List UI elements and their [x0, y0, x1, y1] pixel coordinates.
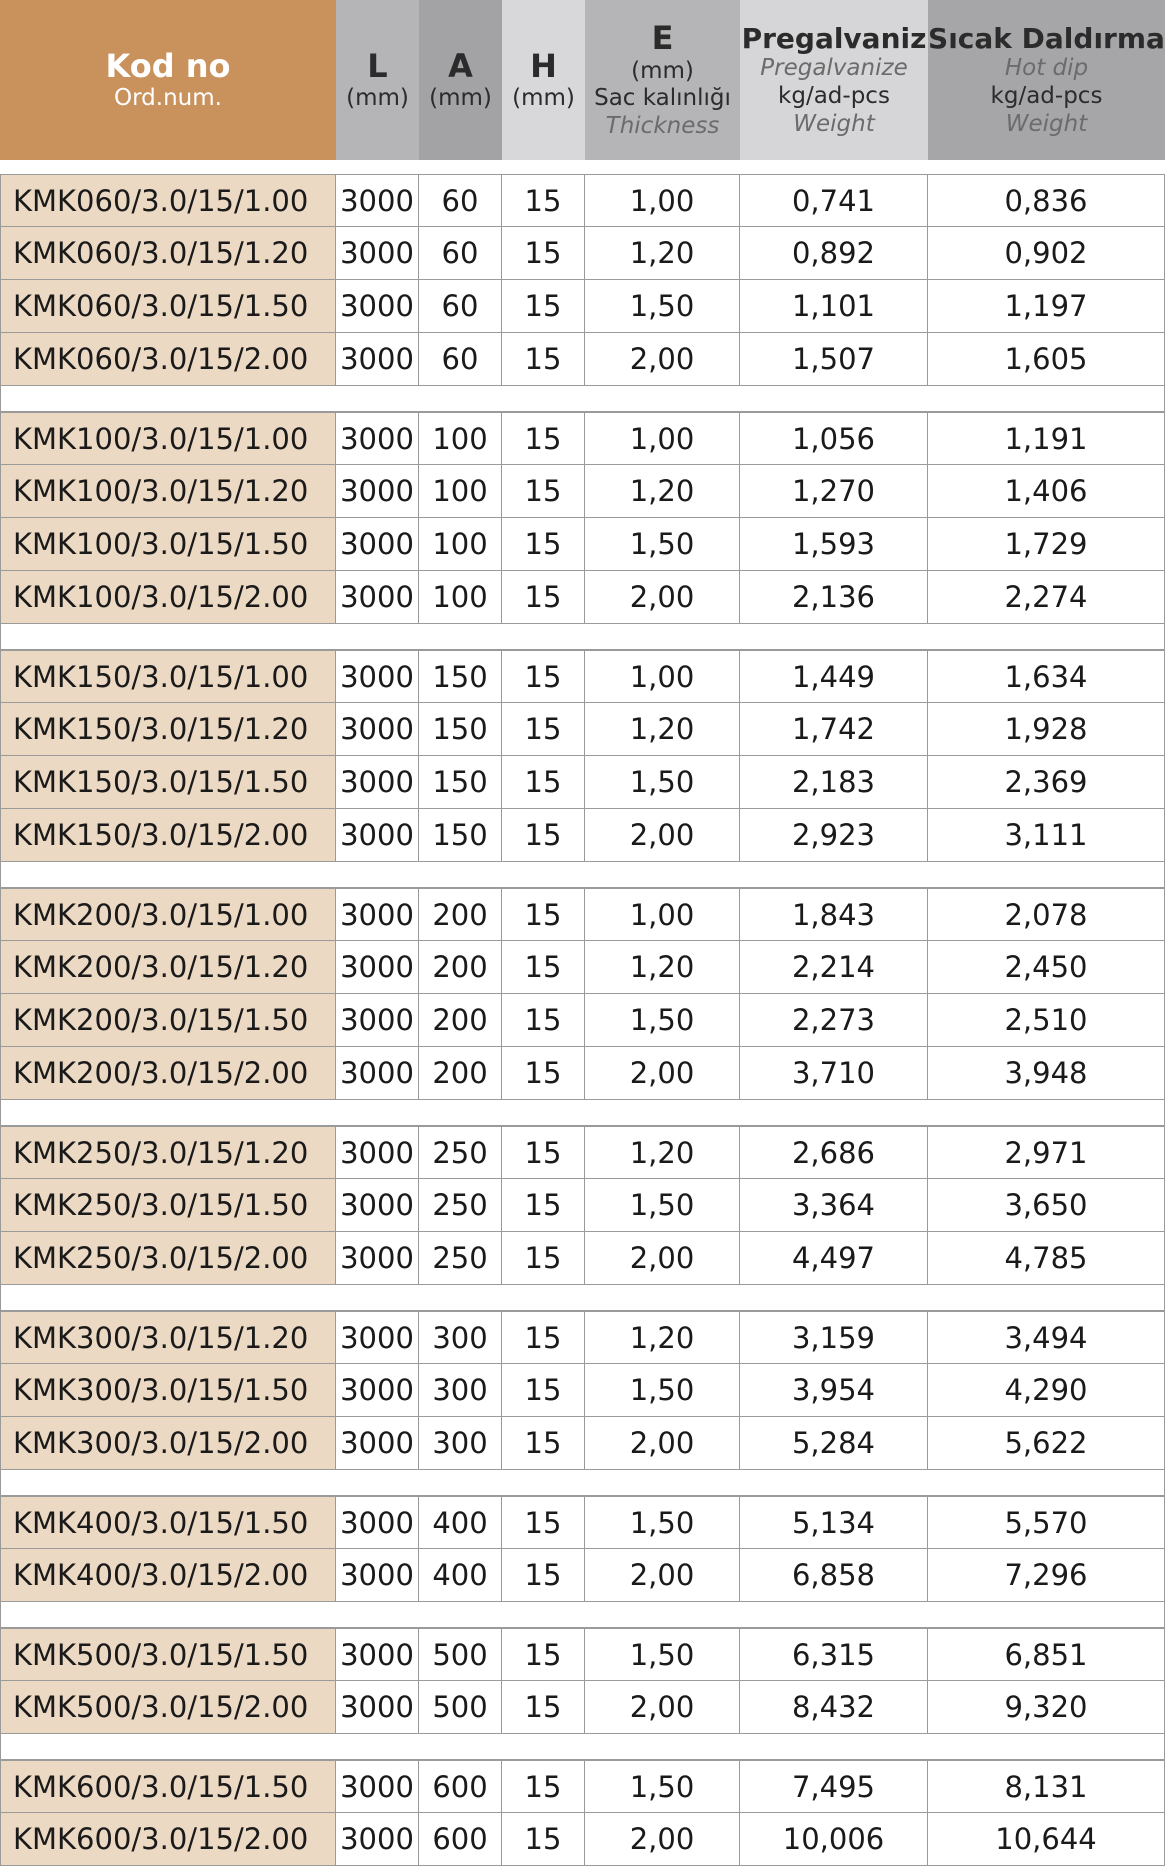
cell-length: 3000	[336, 1364, 419, 1417]
table-row	[0, 888, 1165, 941]
cell-height: 15	[502, 571, 585, 624]
cell-thickness: 2,00	[585, 809, 740, 862]
cell-code: KMK500/3.0/15/1.50	[0, 1628, 336, 1681]
cell-length: 3000	[336, 465, 419, 518]
cell-height: 15	[502, 1760, 585, 1813]
cell-width: 60	[419, 227, 502, 280]
cell-code: KMK600/3.0/15/2.00	[0, 1813, 336, 1866]
cell-length: 3000	[336, 1496, 419, 1549]
cell-hotdip-weight: 1,729	[928, 518, 1165, 571]
header-hotdip-title: Sıcak Daldırma	[928, 21, 1165, 55]
cell-width: 300	[419, 1364, 502, 1417]
cell-height: 15	[502, 174, 585, 227]
cell-length: 3000	[336, 412, 419, 465]
header-height-unit: (mm)	[512, 85, 575, 112]
table-row	[0, 465, 1165, 518]
cell-width: 300	[419, 1311, 502, 1364]
cell-width: 100	[419, 412, 502, 465]
cell-height: 15	[502, 650, 585, 703]
table-row	[0, 1179, 1165, 1232]
cell-pregalvaniz-weight: 1,843	[740, 888, 928, 941]
cell-hotdip-weight: 0,902	[928, 227, 1165, 280]
header-pregalvaniz-weight: Weight	[793, 110, 875, 137]
header-code-sub: Ord.num.	[114, 85, 222, 112]
cell-code: KMK150/3.0/15/1.00	[0, 650, 336, 703]
cell-code: KMK400/3.0/15/2.00	[0, 1549, 336, 1602]
cell-width: 300	[419, 1417, 502, 1470]
cell-pregalvaniz-weight: 2,214	[740, 941, 928, 994]
cell-thickness: 1,50	[585, 1496, 740, 1549]
cell-hotdip-weight: 2,274	[928, 571, 1165, 624]
group-gap	[0, 1285, 1165, 1311]
cell-pregalvaniz-weight: 10,006	[740, 1813, 928, 1866]
cell-hotdip-weight: 5,570	[928, 1496, 1165, 1549]
cell-width: 250	[419, 1232, 502, 1285]
cell-hotdip-weight: 1,406	[928, 465, 1165, 518]
header-pregalvaniz-title: Pregalvaniz	[741, 21, 927, 55]
header-thickness-title: E	[651, 19, 674, 58]
cell-hotdip-weight: 1,928	[928, 703, 1165, 756]
group-gap	[0, 386, 1165, 412]
cell-pregalvaniz-weight: 4,497	[740, 1232, 928, 1285]
header-width-unit: (mm)	[429, 85, 492, 112]
cell-width: 60	[419, 174, 502, 227]
cell-height: 15	[502, 1417, 585, 1470]
cell-thickness: 2,00	[585, 1047, 740, 1100]
cell-code: KMK300/3.0/15/1.50	[0, 1364, 336, 1417]
cell-hotdip-weight: 8,131	[928, 1760, 1165, 1813]
cell-height: 15	[502, 1126, 585, 1179]
cell-height: 15	[502, 703, 585, 756]
table-row	[0, 1047, 1165, 1100]
cell-height: 15	[502, 227, 585, 280]
cell-width: 600	[419, 1760, 502, 1813]
cell-thickness: 2,00	[585, 1813, 740, 1866]
header-length-unit: (mm)	[346, 85, 409, 112]
cell-height: 15	[502, 1496, 585, 1549]
header-hotdip-en: Hot dip	[1004, 55, 1089, 82]
table-row	[0, 1126, 1165, 1179]
cell-width: 200	[419, 941, 502, 994]
cell-pregalvaniz-weight: 6,315	[740, 1628, 928, 1681]
cell-code: KMK150/3.0/15/1.50	[0, 756, 336, 809]
cell-hotdip-weight: 2,510	[928, 994, 1165, 1047]
cell-length: 3000	[336, 1047, 419, 1100]
cell-code: KMK400/3.0/15/1.50	[0, 1496, 336, 1549]
header-width	[419, 0, 502, 160]
cell-height: 15	[502, 412, 585, 465]
cell-pregalvaniz-weight: 3,954	[740, 1364, 928, 1417]
table-row	[0, 1760, 1165, 1813]
cell-hotdip-weight: 2,450	[928, 941, 1165, 994]
table-row	[0, 703, 1165, 756]
cell-thickness: 2,00	[585, 1232, 740, 1285]
cell-code: KMK300/3.0/15/2.00	[0, 1417, 336, 1470]
cell-code: KMK100/3.0/15/1.00	[0, 412, 336, 465]
cell-length: 3000	[336, 1813, 419, 1866]
cell-height: 15	[502, 1364, 585, 1417]
cell-width: 500	[419, 1681, 502, 1734]
header-hotdip-unit: kg/ad-pcs	[990, 83, 1103, 109]
table-row	[0, 280, 1165, 333]
cell-pregalvaniz-weight: 3,159	[740, 1311, 928, 1364]
header-length	[336, 0, 419, 160]
cell-length: 3000	[336, 518, 419, 571]
table-row	[0, 1364, 1165, 1417]
group-gap	[0, 1734, 1165, 1760]
table-row	[0, 1628, 1165, 1681]
table-row	[0, 333, 1165, 386]
header-code	[0, 0, 336, 160]
header-thickness-unit: (mm)	[631, 57, 694, 84]
cell-code: KMK060/3.0/15/1.50	[0, 280, 336, 333]
cell-length: 3000	[336, 333, 419, 386]
cell-code: KMK200/3.0/15/2.00	[0, 1047, 336, 1100]
cell-height: 15	[502, 756, 585, 809]
cell-pregalvaniz-weight: 5,134	[740, 1496, 928, 1549]
cell-code: KMK060/3.0/15/1.20	[0, 227, 336, 280]
cell-thickness: 1,50	[585, 1628, 740, 1681]
cell-pregalvaniz-weight: 8,432	[740, 1681, 928, 1734]
cell-thickness: 1,00	[585, 412, 740, 465]
group-gap	[0, 624, 1165, 650]
cell-height: 15	[502, 941, 585, 994]
cell-width: 150	[419, 809, 502, 862]
cell-pregalvaniz-weight: 1,449	[740, 650, 928, 703]
cell-height: 15	[502, 1681, 585, 1734]
cell-code: KMK250/3.0/15/1.50	[0, 1179, 336, 1232]
cell-width: 250	[419, 1179, 502, 1232]
cell-length: 3000	[336, 174, 419, 227]
cell-thickness: 1,20	[585, 703, 740, 756]
cell-pregalvaniz-weight: 2,136	[740, 571, 928, 624]
cell-pregalvaniz-weight: 2,923	[740, 809, 928, 862]
cell-thickness: 1,50	[585, 1760, 740, 1813]
cell-code: KMK100/3.0/15/2.00	[0, 571, 336, 624]
cell-hotdip-weight: 3,494	[928, 1311, 1165, 1364]
cell-pregalvaniz-weight: 6,858	[740, 1549, 928, 1602]
cell-hotdip-weight: 6,851	[928, 1628, 1165, 1681]
cell-thickness: 1,00	[585, 888, 740, 941]
cell-width: 150	[419, 650, 502, 703]
cell-code: KMK250/3.0/15/2.00	[0, 1232, 336, 1285]
cell-length: 3000	[336, 571, 419, 624]
cell-thickness: 1,00	[585, 174, 740, 227]
cell-code: KMK100/3.0/15/1.50	[0, 518, 336, 571]
table-row	[0, 1232, 1165, 1285]
cell-width: 250	[419, 1126, 502, 1179]
cell-hotdip-weight: 3,111	[928, 809, 1165, 862]
cell-code: KMK060/3.0/15/1.00	[0, 174, 336, 227]
cell-width: 100	[419, 518, 502, 571]
cell-hotdip-weight: 3,650	[928, 1179, 1165, 1232]
cell-hotdip-weight: 1,634	[928, 650, 1165, 703]
cell-code: KMK250/3.0/15/1.20	[0, 1126, 336, 1179]
cell-thickness: 2,00	[585, 1417, 740, 1470]
table-row	[0, 1813, 1165, 1866]
table-row	[0, 518, 1165, 571]
cell-height: 15	[502, 1549, 585, 1602]
cell-hotdip-weight: 10,644	[928, 1813, 1165, 1866]
cell-length: 3000	[336, 1179, 419, 1232]
table-row	[0, 174, 1165, 227]
cell-thickness: 2,00	[585, 333, 740, 386]
cell-length: 3000	[336, 994, 419, 1047]
cell-height: 15	[502, 518, 585, 571]
cell-height: 15	[502, 333, 585, 386]
table-row	[0, 650, 1165, 703]
cell-width: 200	[419, 1047, 502, 1100]
cell-width: 600	[419, 1813, 502, 1866]
table-row	[0, 412, 1165, 465]
table-row	[0, 809, 1165, 862]
cell-code: KMK300/3.0/15/1.20	[0, 1311, 336, 1364]
group-gap	[0, 1100, 1165, 1126]
cell-thickness: 1,20	[585, 1126, 740, 1179]
header-separator	[0, 160, 1165, 174]
cell-thickness: 2,00	[585, 571, 740, 624]
table-row	[0, 994, 1165, 1047]
cell-height: 15	[502, 1047, 585, 1100]
cell-code: KMK200/3.0/15/1.20	[0, 941, 336, 994]
cell-thickness: 1,20	[585, 941, 740, 994]
cell-thickness: 1,20	[585, 1311, 740, 1364]
cell-length: 3000	[336, 227, 419, 280]
table-row	[0, 1549, 1165, 1602]
cell-length: 3000	[336, 1126, 419, 1179]
cell-length: 3000	[336, 1232, 419, 1285]
cell-code: KMK500/3.0/15/2.00	[0, 1681, 336, 1734]
cell-height: 15	[502, 1628, 585, 1681]
cell-code: KMK600/3.0/15/1.50	[0, 1760, 336, 1813]
cell-pregalvaniz-weight: 1,270	[740, 465, 928, 518]
cell-thickness: 1,50	[585, 1179, 740, 1232]
cell-thickness: 1,00	[585, 650, 740, 703]
cell-thickness: 1,50	[585, 756, 740, 809]
cell-code: KMK200/3.0/15/1.50	[0, 994, 336, 1047]
table-row	[0, 941, 1165, 994]
cell-pregalvaniz-weight: 1,742	[740, 703, 928, 756]
header-length-title: L	[367, 47, 388, 85]
cell-length: 3000	[336, 1681, 419, 1734]
group-gap	[0, 1602, 1165, 1628]
cell-thickness: 1,50	[585, 1364, 740, 1417]
cell-length: 3000	[336, 703, 419, 756]
cell-pregalvaniz-weight: 1,507	[740, 333, 928, 386]
cell-pregalvaniz-weight: 2,273	[740, 994, 928, 1047]
cell-length: 3000	[336, 888, 419, 941]
header-thickness	[585, 0, 740, 160]
cell-pregalvaniz-weight: 2,686	[740, 1126, 928, 1179]
cell-height: 15	[502, 1813, 585, 1866]
header-thickness-en: Thickness	[605, 112, 720, 139]
cell-hotdip-weight: 1,191	[928, 412, 1165, 465]
header-height	[502, 0, 585, 160]
group-gap	[0, 1470, 1165, 1496]
table-row	[0, 227, 1165, 280]
cell-hotdip-weight: 7,296	[928, 1549, 1165, 1602]
cell-pregalvaniz-weight: 3,364	[740, 1179, 928, 1232]
cell-code: KMK100/3.0/15/1.20	[0, 465, 336, 518]
cell-width: 200	[419, 994, 502, 1047]
cell-pregalvaniz-weight: 1,056	[740, 412, 928, 465]
cell-height: 15	[502, 465, 585, 518]
cell-pregalvaniz-weight: 1,593	[740, 518, 928, 571]
cell-pregalvaniz-weight: 0,741	[740, 174, 928, 227]
header-pregalvaniz	[740, 0, 928, 160]
cell-length: 3000	[336, 941, 419, 994]
cell-height: 15	[502, 280, 585, 333]
cell-length: 3000	[336, 1549, 419, 1602]
cell-width: 200	[419, 888, 502, 941]
cell-width: 500	[419, 1628, 502, 1681]
cell-length: 3000	[336, 1760, 419, 1813]
cell-pregalvaniz-weight: 5,284	[740, 1417, 928, 1470]
cell-length: 3000	[336, 1628, 419, 1681]
cell-height: 15	[502, 994, 585, 1047]
header-thickness-tr: Sac kalınlığı	[594, 85, 731, 112]
cell-hotdip-weight: 2,078	[928, 888, 1165, 941]
cell-length: 3000	[336, 1417, 419, 1470]
cell-hotdip-weight: 1,605	[928, 333, 1165, 386]
cell-code: KMK150/3.0/15/1.20	[0, 703, 336, 756]
table-row	[0, 756, 1165, 809]
table-row	[0, 1496, 1165, 1549]
cell-code: KMK150/3.0/15/2.00	[0, 809, 336, 862]
cell-hotdip-weight: 5,622	[928, 1417, 1165, 1470]
cell-width: 150	[419, 756, 502, 809]
table-row	[0, 1681, 1165, 1734]
header-height-title: H	[530, 47, 557, 85]
header-hotdip-weight: Weight	[1005, 110, 1088, 137]
cell-hotdip-weight: 9,320	[928, 1681, 1165, 1734]
cell-thickness: 1,50	[585, 994, 740, 1047]
cell-hotdip-weight: 2,369	[928, 756, 1165, 809]
header-hotdip	[928, 0, 1165, 160]
cell-pregalvaniz-weight: 7,495	[740, 1760, 928, 1813]
cell-thickness: 1,20	[585, 465, 740, 518]
cell-width: 400	[419, 1549, 502, 1602]
cell-hotdip-weight: 4,785	[928, 1232, 1165, 1285]
group-gap	[0, 862, 1165, 888]
cell-length: 3000	[336, 809, 419, 862]
cell-length: 3000	[336, 1311, 419, 1364]
cell-hotdip-weight: 3,948	[928, 1047, 1165, 1100]
table-row	[0, 1311, 1165, 1364]
cell-thickness: 2,00	[585, 1681, 740, 1734]
cell-hotdip-weight: 0,836	[928, 174, 1165, 227]
cell-pregalvaniz-weight: 0,892	[740, 227, 928, 280]
cell-pregalvaniz-weight: 2,183	[740, 756, 928, 809]
header-width-title: A	[448, 47, 473, 85]
cell-pregalvaniz-weight: 1,101	[740, 280, 928, 333]
cell-length: 3000	[336, 650, 419, 703]
cell-hotdip-weight: 1,197	[928, 280, 1165, 333]
cell-width: 60	[419, 333, 502, 386]
header-pregalvaniz-unit: kg/ad-pcs	[778, 83, 890, 109]
cell-code: KMK200/3.0/15/1.00	[0, 888, 336, 941]
cell-width: 400	[419, 1496, 502, 1549]
cell-length: 3000	[336, 756, 419, 809]
table-row	[0, 571, 1165, 624]
cell-hotdip-weight: 4,290	[928, 1364, 1165, 1417]
cell-length: 3000	[336, 280, 419, 333]
header-code-title: Kod no	[105, 47, 231, 85]
cell-width: 150	[419, 703, 502, 756]
header-pregalvaniz-en: Pregalvanize	[760, 55, 908, 82]
table-row	[0, 1417, 1165, 1470]
cell-height: 15	[502, 888, 585, 941]
cell-height: 15	[502, 1232, 585, 1285]
cell-width: 60	[419, 280, 502, 333]
cell-code: KMK060/3.0/15/2.00	[0, 333, 336, 386]
cell-hotdip-weight: 2,971	[928, 1126, 1165, 1179]
cell-width: 100	[419, 465, 502, 518]
cell-thickness: 2,00	[585, 1549, 740, 1602]
cell-width: 100	[419, 571, 502, 624]
cell-thickness: 1,50	[585, 518, 740, 571]
cell-thickness: 1,50	[585, 280, 740, 333]
cell-height: 15	[502, 1179, 585, 1232]
cell-height: 15	[502, 809, 585, 862]
cell-thickness: 1,20	[585, 227, 740, 280]
cell-pregalvaniz-weight: 3,710	[740, 1047, 928, 1100]
cell-height: 15	[502, 1311, 585, 1364]
